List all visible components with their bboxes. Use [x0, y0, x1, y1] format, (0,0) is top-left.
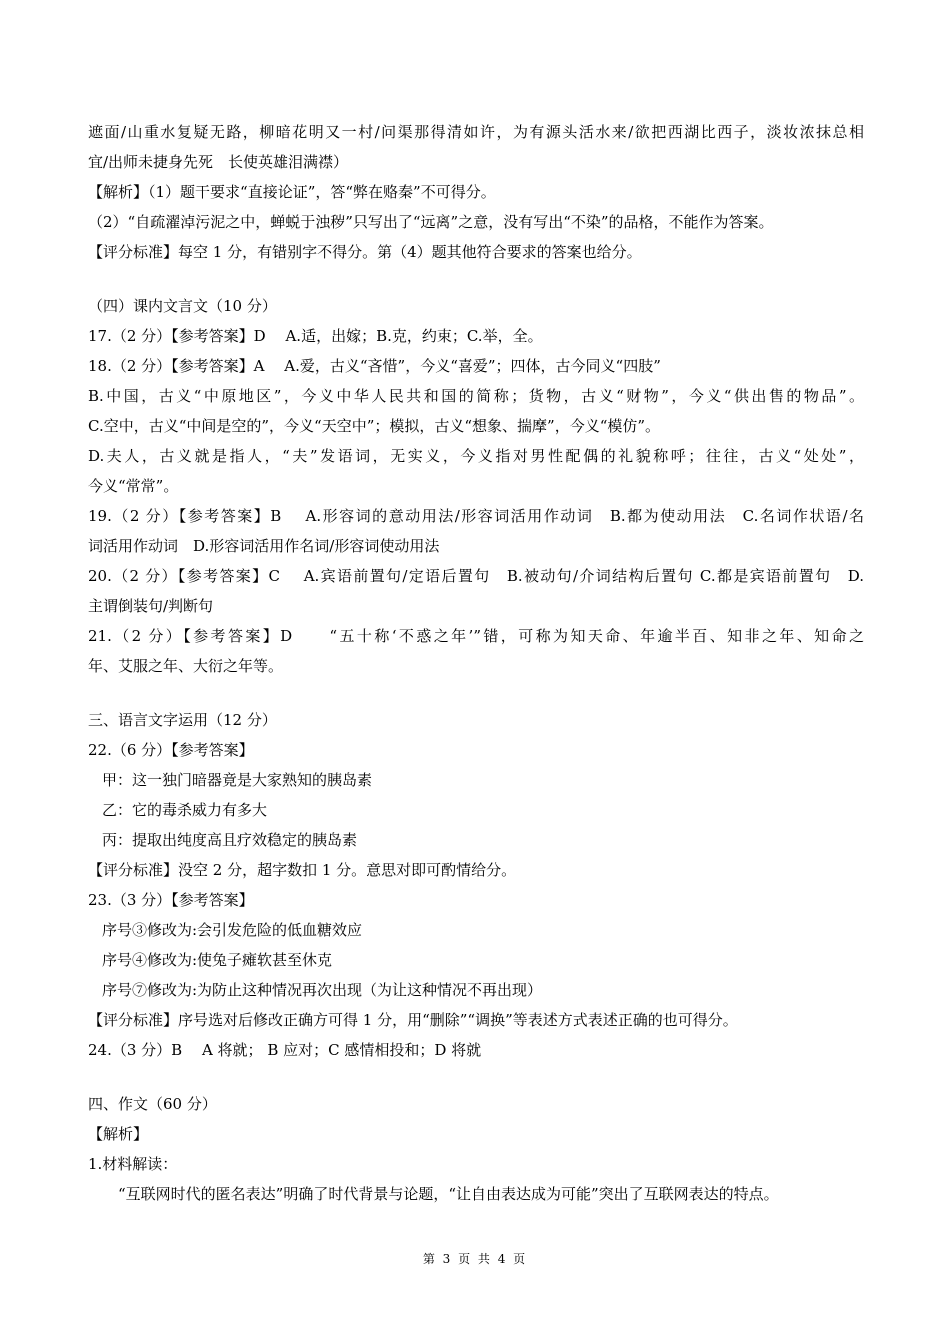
text-line: 今义“常常”。 — [88, 477, 179, 495]
text-line: 词活用作动词 D.形容词活用作名词/形容词使动用法 — [88, 537, 440, 555]
text-line: 19.（2 分）【参考答案】B A.形容词的意动用法/形容词活用作动词 B.都为使动用法 C.名词作状语/名 — [88, 507, 864, 525]
text-line: 序号⑦修改为:为防止这种情况再次出现（为让这种情况不再出现） — [102, 981, 543, 999]
text-line: 【解析】 — [88, 1125, 149, 1143]
text-line: “互联网时代的匿名表达”明确了时代背景与论题，“让自由表达成为可能”突出了互联网表达的特点。 — [118, 1185, 779, 1203]
text-line: 遮面/山重水复疑无路，柳暗花明又一村/问渠那得清如许，为有源头活水来/欲把西湖比西子，淡妆浓抹总相 — [88, 123, 864, 141]
text-line: 23.（3 分）【参考答案】 — [88, 891, 254, 909]
text-line: 18.（2 分）【参考答案】A A.爱，古义“吝惜”，今义“喜爱”；四体，古今同义“四肢” — [88, 357, 661, 375]
text-line: 宜/出师未捷身先死 长使英雄泪满襟） — [88, 153, 349, 171]
document-body — [88, 117, 864, 1209]
text-line: 【评分标准】每空 1 分，有错别字不得分。第（4）题其他符合要求的答案也给分。 — [88, 243, 642, 261]
text-line: 24.（3 分）B A 将就； B 应对；C 感情相投和；D 将就 — [88, 1041, 482, 1059]
text-line: 【评分标准】序号选对后修改正确方可得 1 分，用“删除”“调换”等表述方式表述正确的也可得分。 — [88, 1011, 738, 1029]
text-line: （2）“自疏濯淖污泥之中，蝉蜕于浊秽”只写出了“远离”之意，没有写出“不染”的品格，不能作为答案。 — [88, 213, 774, 231]
text-line: 主谓倒装句/判断句 — [88, 597, 214, 615]
text-line: 甲：这一独门暗器竟是大家熟知的胰岛素 — [102, 771, 373, 789]
text-line: 序号③修改为:会引发危险的低血糖效应 — [102, 921, 363, 939]
text-line: 【解析】（1）题干要求“直接论证”，答“弊在赂秦”不可得分。 — [88, 183, 496, 201]
text-line: 乙：它的毒杀威力有多大 — [102, 801, 268, 819]
text-line: 21.（2 分）【参考答案】D “五十称‘不惑之年’”错，可称为知天命、年逾半百、知非之年、知命之 — [88, 627, 864, 645]
text-line: 三、语言文字运用（12 分） — [88, 711, 277, 729]
text-line: D.夫人，古义就是指人，“夫”发语词，无实义，今义指对男性配偶的礼貌称呼；往往，古义“处处”， — [88, 447, 864, 465]
text-line: 四、作文（60 分） — [88, 1095, 217, 1113]
text-line: 丙：提取出纯度高且疗效稳定的胰岛素 — [102, 831, 358, 849]
text-line: 【评分标准】没空 2 分，超字数扣 1 分。意思对即可酌情给分。 — [88, 861, 517, 879]
text-line: 22.（6 分）【参考答案】 — [88, 741, 254, 759]
text-line: 17.（2 分）【参考答案】D A.适，出嫁；B.克，约束；C.举，全。 — [88, 327, 543, 345]
text-line: 1.材料解读： — [88, 1155, 178, 1173]
text-line: 20.（2 分）【参考答案】C A.宾语前置句/定语后置句 B.被动句/介词结构后置句 C.都是宾语前置句 D. — [88, 567, 864, 585]
text-line: （四）课内文言文（10 分） — [88, 297, 277, 315]
text-line: C.空中，古义“中间是空的”，今义“天空中”；模拟，古义“想象、揣摩”，今义“模仿”。 — [88, 417, 661, 435]
text-line: B.中国，古义“中原地区”，今义中华人民共和国的简称；货物，古义“财物”，今义“供出售的物品”。 — [88, 387, 864, 405]
text-line: 年、艾服之年、大衍之年等。 — [88, 657, 284, 675]
page-footer: 第 3 页 共 4 页 — [422, 1252, 528, 1266]
text-line: 序号④修改为:使兔子瘫软甚至休克 — [102, 951, 333, 969]
